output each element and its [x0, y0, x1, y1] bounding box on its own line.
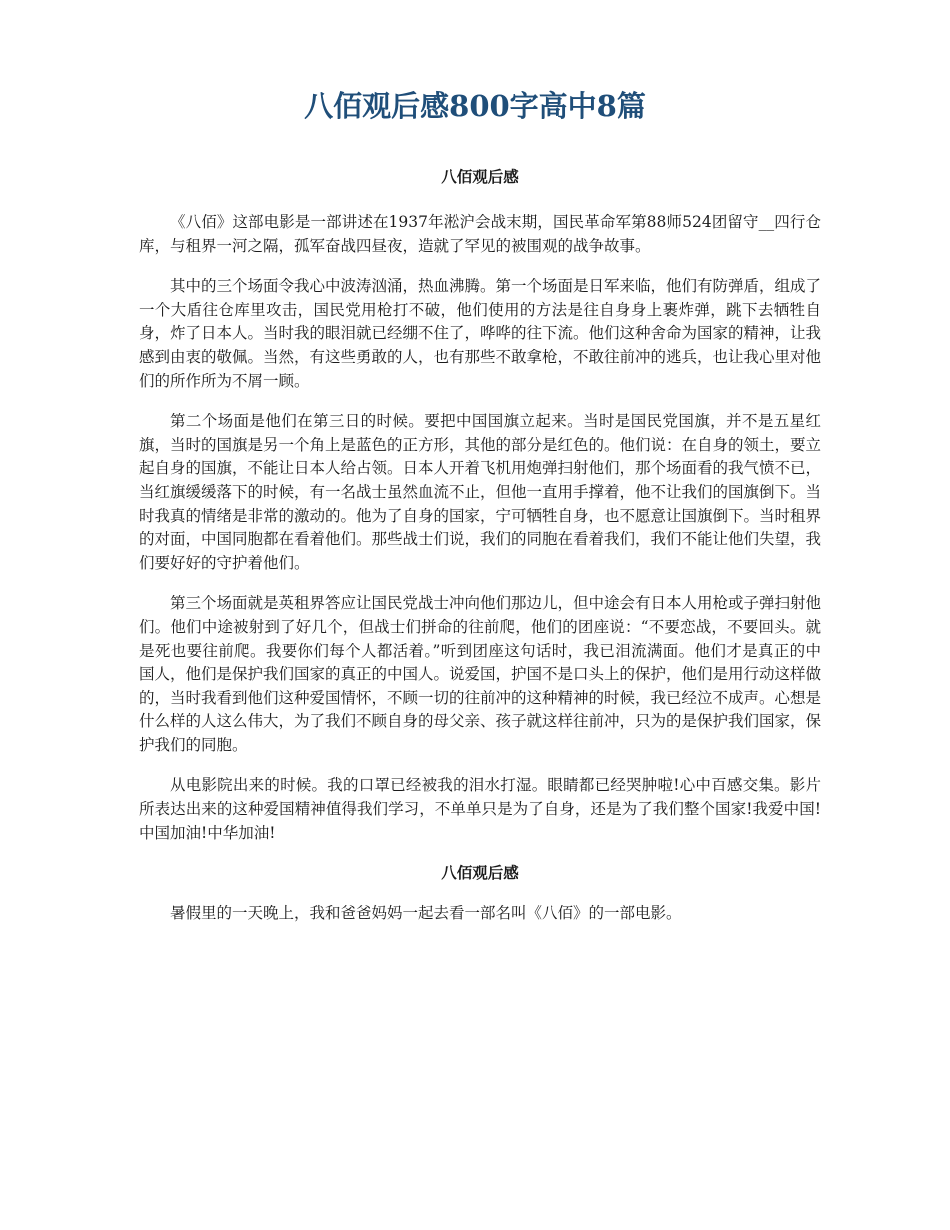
section-heading: 八佰观后感: [441, 167, 519, 186]
paragraph: 从电影院出来的时候。我的口罩已经被我的泪水打湿。眼睛都已经哭肿啦!心中百感交集。影片所表达出来的这种爱国精神值得我们学习，不单单只是为了自身，还是为了我们整个国家!我爱中国!中国加油!中华加油!: [139, 776, 821, 842]
document-body: [139, 160, 821, 926]
paragraph: 《八佰》这部电影是一部讲述在1937年淞沪会战末期，国民革命军第88师524团留守__四行仓库，与租界一河之隔，孤军奋战四昼夜，造就了罕见的被围观的战争故事。: [139, 213, 821, 255]
paragraph: 暑假里的一天晚上，我和爸爸妈妈一起去看一部名叫《八佰》的一部电影。: [170, 904, 682, 923]
paragraph: 第三个场面就是英租界答应让国民党战士冲向他们那边儿，但中途会有日本人用枪或子弹扫射他们。他们中途被射到了好几个，但战士们拼命的往前爬，他们的团座说：“不要恋战，不要回头。就是死也要往前爬。我要你们每个人都活着。”听到团座这句话时，我已泪流满面。他们才是真正的中国人，他们是保护我们国家的真正的中国人。说爱国，护国不是口头上的保护，他们是用行动这样做的，当时我看到他们这种爱国情怀，不顾一切的往前冲的这种精神的时候，我已经泣不成声。心想是什么样的人这么伟大，为了我们不顾自身的母父亲、孩子就这样往前冲，只为的是保护我们国家，保护我们的同胞。: [139, 594, 822, 754]
paragraph: 其中的三个场面令我心中波涛汹涌，热血沸腾。第一个场面是日军来临，他们有防弹盾，组成了一个大盾往仓库里攻击，国民党用枪打不破，他们使用的方法是往自身身上裹炸弹，跳下去牺牲自身，炸了日本人。当时我的眼泪就已经绷不住了，哗哗的往下流。他们这种舍命为国家的精神，让我感到由衷的敬佩。当然，有这些勇敢的人，也有那些不敢拿枪，不敢往前冲的逃兵，也让我心里对他们的所作所为不屑一顾。: [139, 277, 822, 390]
document-title: 八佰观后感800字高中8篇: [304, 89, 646, 123]
section-heading: 八佰观后感: [441, 863, 519, 883]
paragraph: 第二个场面是他们在第三日的时候。要把中国国旗立起来。当时是国民党国旗，并不是五星红旗，当时的国旗是另一个角上是蓝色的正方形，其他的部分是红色的。他们说：在自身的领土，要立起自身的国旗，不能让日本人给占领。日本人开着飞机用炮弹扫射他们，那个场面看的我气愤不已，当红旗缓缓落下的时候，有一名战士虽然血流不止，但他一直用手撑着，他不让我们的国旗倒下。当时我真的情绪是非常的激动的。他为了自身的国家，宁可牺牲自身，也不愿意让国旗倒下。当时租界的对面，中国同胞都在看着他们。那些战士们说，我们的同胞在看着我们，我们不能让他们失望，我们要好好的守护着他们。: [139, 412, 822, 572]
